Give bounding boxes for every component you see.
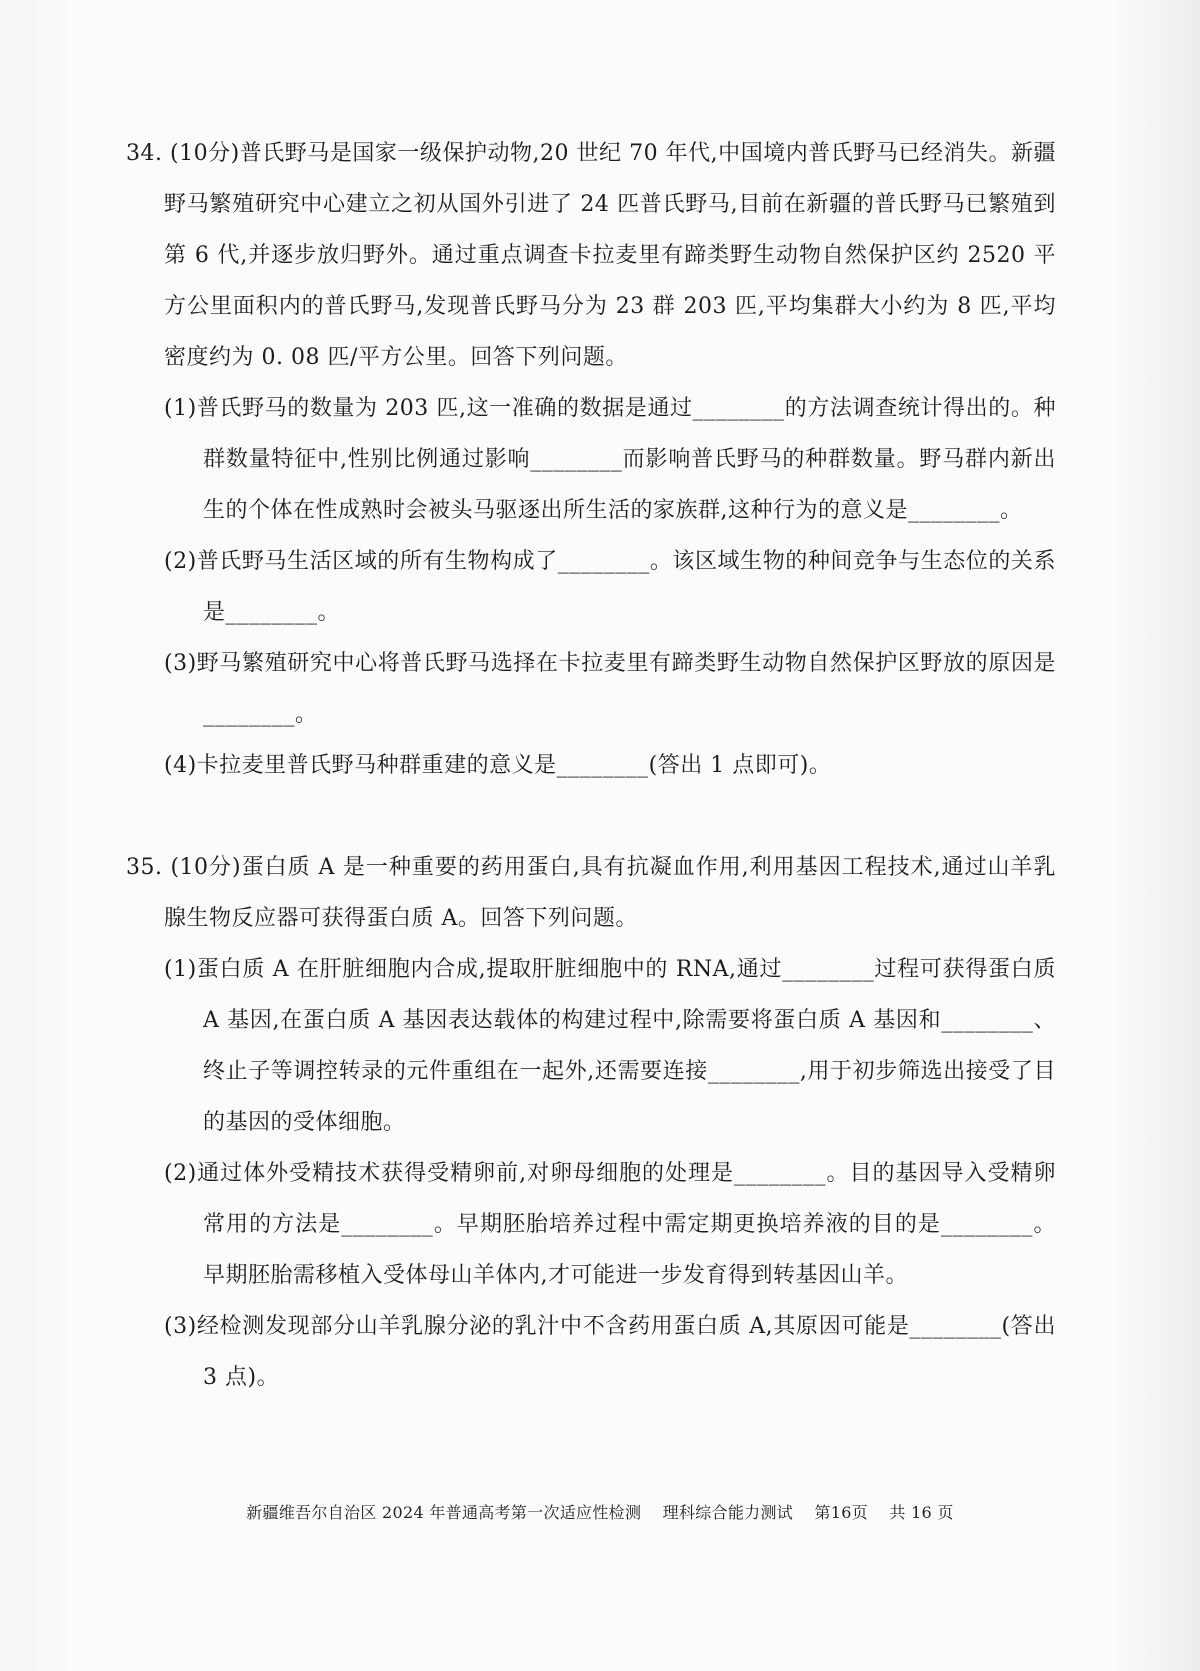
footer-page-number: 第16页 — [814, 1503, 868, 1522]
question-34 — [126, 128, 1056, 791]
question-35-part-3: (3)经检测发现部分山羊乳腺分泌的乳汁中不含药用蛋白质 A,其原因可能是________(答出 3 点)。 — [164, 1314, 1056, 1390]
question-34-part-3: (3)野马繁殖研究中心将普氏野马选择在卡拉麦里有蹄类野生动物自然保护区野放的原因是________。 — [164, 651, 1056, 727]
question-34-part-4: (4)卡拉麦里普氏野马种群重建的意义是________(答出 1 点即可)。 — [164, 753, 832, 778]
footer-exam-title: 新疆维吾尔自治区 2024 年普通高考第一次适应性检测 — [246, 1503, 642, 1522]
question-35-part-1: (1)蛋白质 A 在肝脏细胞内合成,提取肝脏细胞中的 RNA,通过________过程可获得蛋白质 A 基因,在蛋白质 A 基因表达载体的构建过程中,除需要将蛋白质 A 基因和________、终止子等调控转录的元件重组在一起外,还需要连接________,用于初步筛选出接受了目的基因的受体细胞。 — [164, 957, 1056, 1135]
question-34-stem: 34. (10分)普氏野马是国家一级保护动物,20 世纪 70 年代,中国境内普氏野马已经消失。新疆野马繁殖研究中心建立之初从国外引进了 24 匹普氏野马,目前在新疆的普氏野马已繁殖到第 6 代,并逐步放归野外。通过重点调查卡拉麦里有蹄类野生动物自然保护区约 2520 平方公里面积内的普氏野马,发现普氏野马分为 23 群 203 匹,平均集群大小约为 8 匹,平均密度约为 0. 08 匹/平方公里。回答下列问题。 — [126, 141, 1056, 370]
footer-page-total: 共 16 页 — [889, 1503, 954, 1522]
question-35-stem: 35. (10分)蛋白质 A 是一种重要的药用蛋白,具有抗凝血作用,利用基因工程技术,通过山羊乳腺生物反应器可获得蛋白质 A。回答下列问题。 — [126, 855, 1056, 931]
page-footer — [0, 1500, 1200, 1523]
footer-subject: 理科综合能力测试 — [662, 1503, 794, 1522]
question-34-part-1: (1)普氏野马的数量为 203 匹,这一准确的数据是通过________的方法调查统计得出的。种群数量特征中,性别比例通过影响________而影响普氏野马的种群数量。野马群内新出生的个体在性成熟时会被头马驱逐出所生活的家族群,这种行为的意义是________。 — [164, 396, 1056, 523]
question-34-part-2: (2)普氏野马生活区域的所有生物构成了________。该区域生物的种间竞争与生态位的关系是________。 — [164, 549, 1056, 625]
question-35 — [126, 842, 1056, 1403]
question-35-part-2: (2)通过体外受精技术获得受精卵前,对卵母细胞的处理是________。目的基因导入受精卵常用的方法是________。早期胚胎培养过程中需定期更换培养液的目的是________。早期胚胎需移植入受体母山羊体内,才可能进一步发育得到转基因山羊。 — [164, 1161, 1056, 1288]
